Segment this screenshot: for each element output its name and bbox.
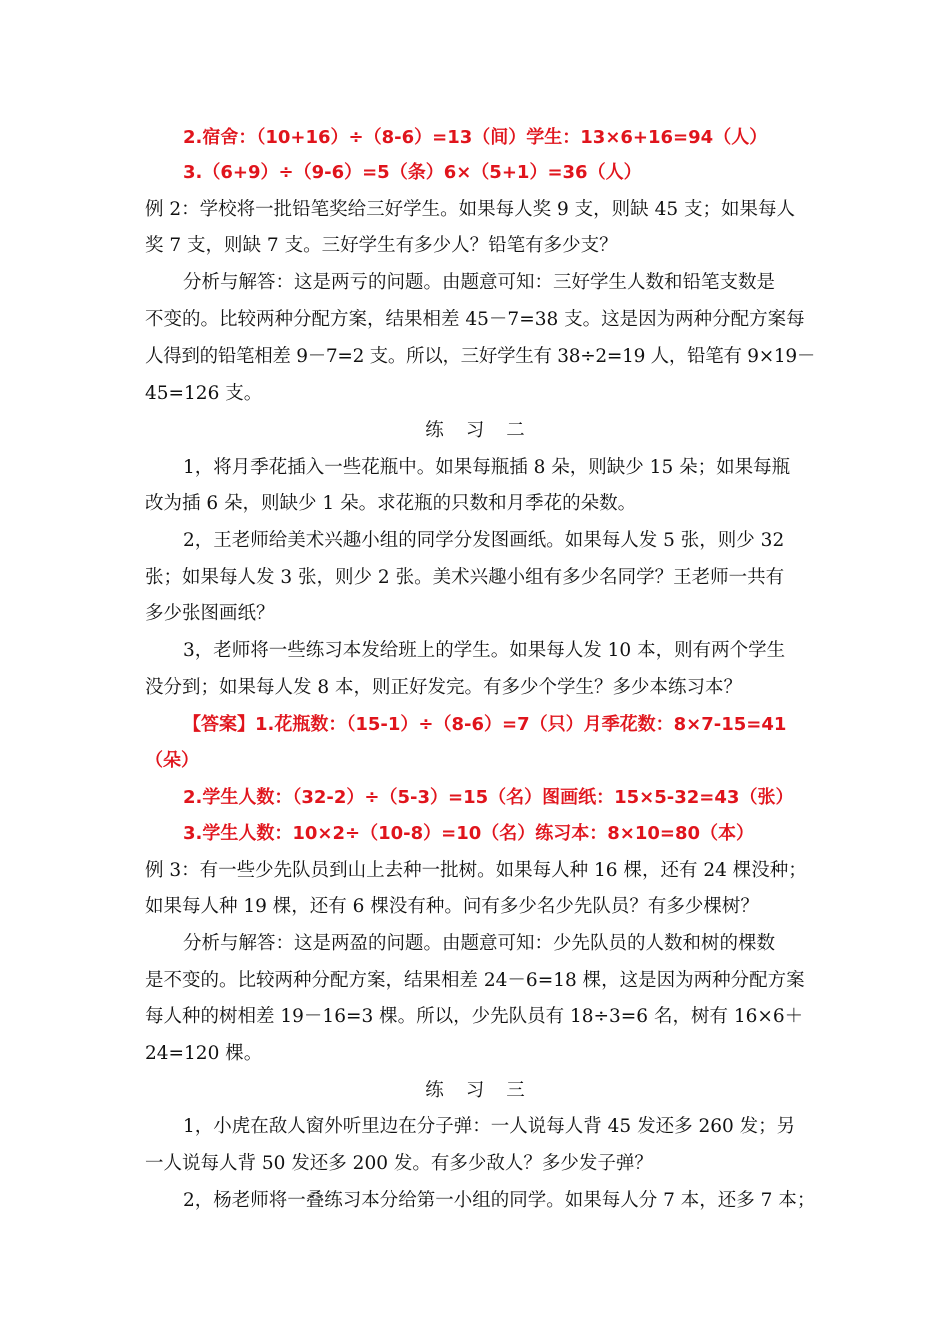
analysis-3-line-4: 24=120 棵。: [145, 1043, 263, 1064]
answer-line-2: 2.宿舍：（10+16）÷（8-6）=13（间）学生：13×6+16=94（人）: [183, 127, 768, 148]
analysis-3-line-1: 分析与解答：这是两盈的问题。由题意可知：少先队员的人数和树的棵数: [183, 933, 776, 954]
answer-practice-2-line-1b: （朵）: [145, 750, 199, 771]
analysis-3-line-2: 是不变的。比较两种分配方案，结果相差 24－6=18 棵，这是因为两种分配方案: [145, 970, 805, 991]
analysis-2-line-2: 不变的。比较两种分配方案，结果相差 45－7=38 支。这是因为两种分配方案每: [145, 309, 805, 330]
practice-3-q1-line-1: 1，小虎在敌人窗外听里边在分子弹：一人说每人背 45 发还多 260 发；另: [183, 1116, 796, 1137]
practice-3-q1-line-2: 一人说每人背 50 发还多 200 发。有多少敌人？多少发子弹？: [145, 1153, 653, 1174]
practice-2-q2-line-3: 多少张图画纸？: [145, 603, 275, 624]
answer-practice-2-line-1: 【答案】1.花瓶数：（15-1）÷（8-6）=7（只）月季花数：8×7-15=41: [183, 714, 787, 735]
section-heading-practice-3: 练习三: [425, 1080, 547, 1101]
practice-2-q2-line-2: 张；如果每人发 3 张，则少 2 张。美术兴趣小组有多少名同学？王老师一共有: [145, 567, 785, 588]
section-heading-practice-2: 练习二: [425, 420, 547, 441]
example-2-line-2: 奖 7 支，则缺 7 支。三好学生有多少人？铅笔有多少支？: [145, 235, 618, 256]
analysis-2-line-3: 人得到的铅笔相差 9－7=2 支。所以，三好学生有 38÷2=19 人，铅笔有 9×19－: [145, 346, 816, 367]
practice-2-q1-line-1: 1，将月季花插入一些花瓶中。如果每瓶插 8 朵，则缺少 15 朵；如果每瓶: [183, 457, 791, 478]
practice-2-q3-line-2: 没分到；如果每人发 8 本，则正好发完。有多少个学生？多少本练习本？: [145, 677, 743, 698]
analysis-3-line-3: 每人种的树相差 19－16=3 棵。所以，少先队员有 18÷3=6 名，树有 16×6＋: [145, 1006, 804, 1027]
example-3-line-1: 例 3：有一些少先队员到山上去种一批树。如果每人种 16 棵，还有 24 棵没种；: [145, 860, 807, 881]
analysis-2-line-4: 45=126 支。: [145, 383, 263, 404]
answer-practice-2-line-2: 2.学生人数：（32-2）÷（5-3）=15（名）图画纸：15×5-32=43（张）: [183, 787, 794, 808]
analysis-2-line-1: 分析与解答：这是两亏的问题。由题意可知：三好学生人数和铅笔支数是: [183, 272, 776, 293]
practice-2-q3-line-1: 3，老师将一些练习本发给班上的学生。如果每人发 10 本，则有两个学生: [183, 640, 786, 661]
practice-2-q1-line-2: 改为插 6 朵，则缺少 1 朵。求花瓶的只数和月季花的朵数。: [145, 493, 637, 514]
practice-3-q2-line-1: 2，杨老师将一叠练习本分给第一小组的同学。如果每人分 7 本，还多 7 本；: [183, 1190, 816, 1211]
practice-2-q2-line-1: 2，王老师给美术兴趣小组的同学分发图画纸。如果每人发 5 张，则少 32: [183, 530, 785, 551]
answer-practice-2-line-3: 3.学生人数：10×2÷（10-8）=10（名）练习本：8×10=80（本）: [183, 823, 755, 844]
example-3-line-2: 如果每人种 19 棵，还有 6 棵没有种。问有多少名少先队员？有多少棵树？: [145, 896, 759, 917]
example-2-line-1: 例 2：学校将一批铅笔奖给三好学生。如果每人奖 9 支，则缺 45 支；如果每人: [145, 199, 795, 220]
answer-line-3: 3.（6+9）÷（9-6）=5（条）6×（5+1）=36（人）: [183, 162, 642, 183]
